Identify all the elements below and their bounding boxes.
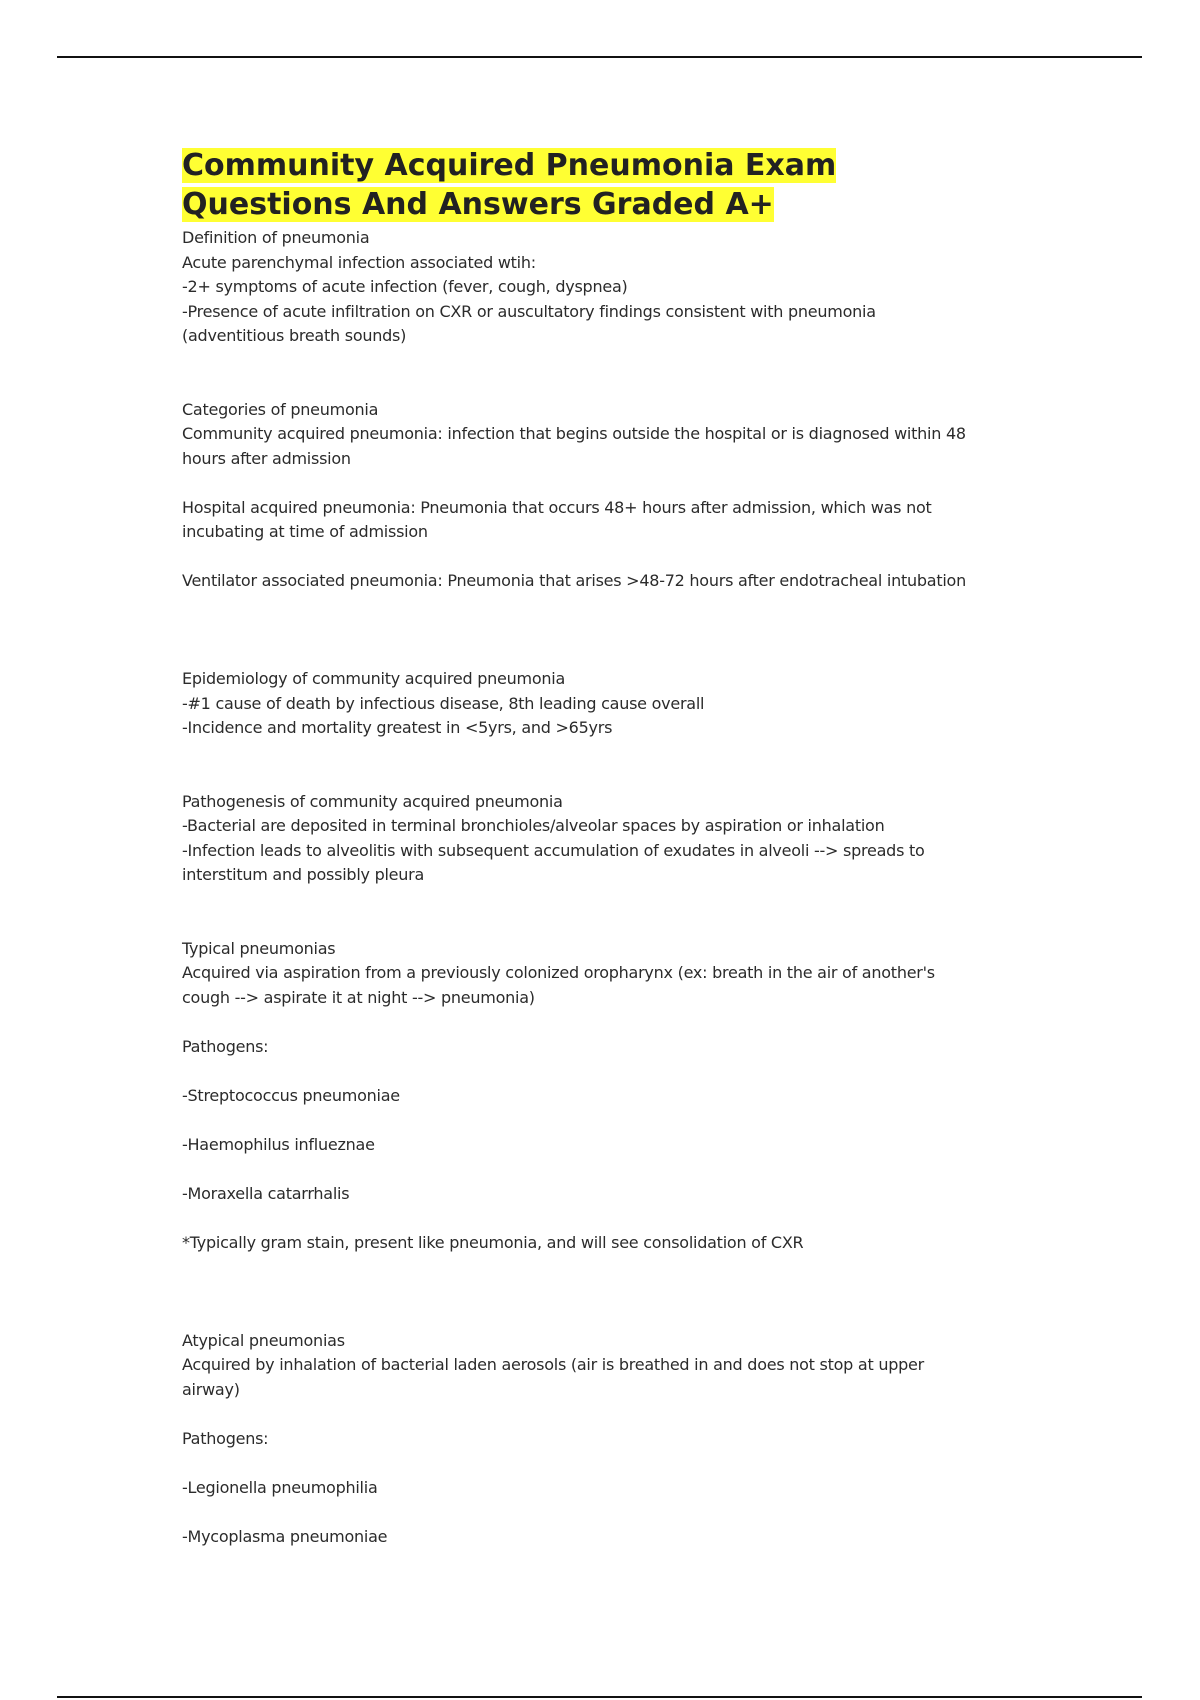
text-line: Hospital acquired pneumonia: Pneumonia that occurs 48+ hours after admission, which was not: [182, 497, 932, 517]
text-line: Ventilator associated pneumonia: Pneumonia that arises >48-72 hours after endotracheal intubation: [182, 571, 966, 590]
text-line: -Mycoplasma pneumoniae: [182, 1526, 388, 1546]
text-line: incubating at time of admission: [182, 522, 428, 541]
text-line: [182, 618, 1042, 643]
text-line: [182, 545, 1042, 570]
text-line: Categories of pneumonia: [182, 399, 379, 419]
text-line: Epidemiology of community acquired pneumonia: [182, 669, 565, 688]
text-line: [182, 888, 1042, 913]
text-line: Community acquired pneumonia: infection that begins outside the hospital or is diagnosed within 48: [182, 424, 966, 443]
text-line: [182, 1280, 1042, 1305]
text-line: hours after admission: [182, 448, 351, 468]
document-title: [182, 146, 1042, 224]
title-line-1: Community Acquired Pneumonia Exam: [182, 148, 837, 183]
text-line: Acquired by inhalation of bacterial laden aerosols (air is breathed in and does not stop at upper: [182, 1355, 924, 1374]
text-line: -2+ symptoms of acute infection (fever, cough, dyspnea): [182, 277, 628, 296]
text-line: interstitum and possibly pleura: [182, 865, 425, 884]
text-line: [182, 1255, 1042, 1280]
document-text: [182, 226, 1042, 1549]
text-line: airway): [182, 1379, 240, 1399]
text-line: [182, 1108, 1042, 1133]
text-line: -Infection leads to alveolitis with subsequent accumulation of exudates in alveoli --> spreads to: [182, 840, 925, 860]
text-line: [182, 373, 1042, 398]
text-line: (adventitious breath sounds): [182, 326, 407, 345]
bottom-rule: [57, 1696, 1142, 1698]
text-line: [182, 643, 1042, 668]
text-line: -#1 cause of death by infectious disease, 8th leading cause overall: [182, 693, 705, 713]
text-line: -Haemophilus influeznae: [182, 1134, 375, 1154]
text-line: Definition of pneumonia: [182, 228, 370, 247]
text-line: Pathogenesis of community acquired pneumonia: [182, 791, 563, 811]
text-line: [182, 741, 1042, 766]
text-line: [182, 1451, 1042, 1476]
text-line: -Incidence and mortality greatest in <5yrs, and >65yrs: [182, 718, 613, 737]
text-line: [182, 594, 1042, 619]
text-line: [182, 1500, 1042, 1525]
text-line: [182, 1010, 1042, 1035]
text-line: -Streptococcus pneumoniae: [182, 1085, 400, 1105]
text-line: Typical pneumonias: [182, 938, 336, 958]
text-line: cough --> aspirate it at night --> pneumonia): [182, 987, 535, 1007]
text-line: Atypical pneumonias: [182, 1330, 345, 1350]
text-line: -Moraxella catarrhalis: [182, 1183, 350, 1203]
text-line: -Legionella pneumophilia: [182, 1477, 378, 1497]
text-line: [182, 1206, 1042, 1231]
text-line: Acquired via aspiration from a previously colonized oropharynx (ex: breath in the air of another's: [182, 963, 935, 982]
text-line: Pathogens:: [182, 1428, 269, 1448]
text-line: [182, 1059, 1042, 1084]
text-line: [182, 349, 1042, 374]
text-line: [182, 471, 1042, 496]
text-line: Acute parenchymal infection associated wtih:: [182, 252, 536, 272]
text-line: [182, 1402, 1042, 1427]
title-line-2: Questions And Answers Graded A+: [182, 187, 774, 222]
text-line: -Presence of acute infiltration on CXR or auscultatory findings consistent with pneumonia: [182, 301, 876, 321]
text-line: [182, 765, 1042, 790]
document-body: [182, 146, 1042, 1549]
text-line: [182, 1157, 1042, 1182]
text-line: [182, 1304, 1042, 1329]
text-line: *Typically gram stain, present like pneumonia, and will see consolidation of CXR: [182, 1232, 804, 1252]
top-rule: [57, 56, 1142, 58]
text-line: [182, 912, 1042, 937]
text-line: Pathogens:: [182, 1036, 269, 1056]
text-line: -Bacterial are deposited in terminal bronchioles/alveolar spaces by aspiration or inhalation: [182, 816, 885, 835]
